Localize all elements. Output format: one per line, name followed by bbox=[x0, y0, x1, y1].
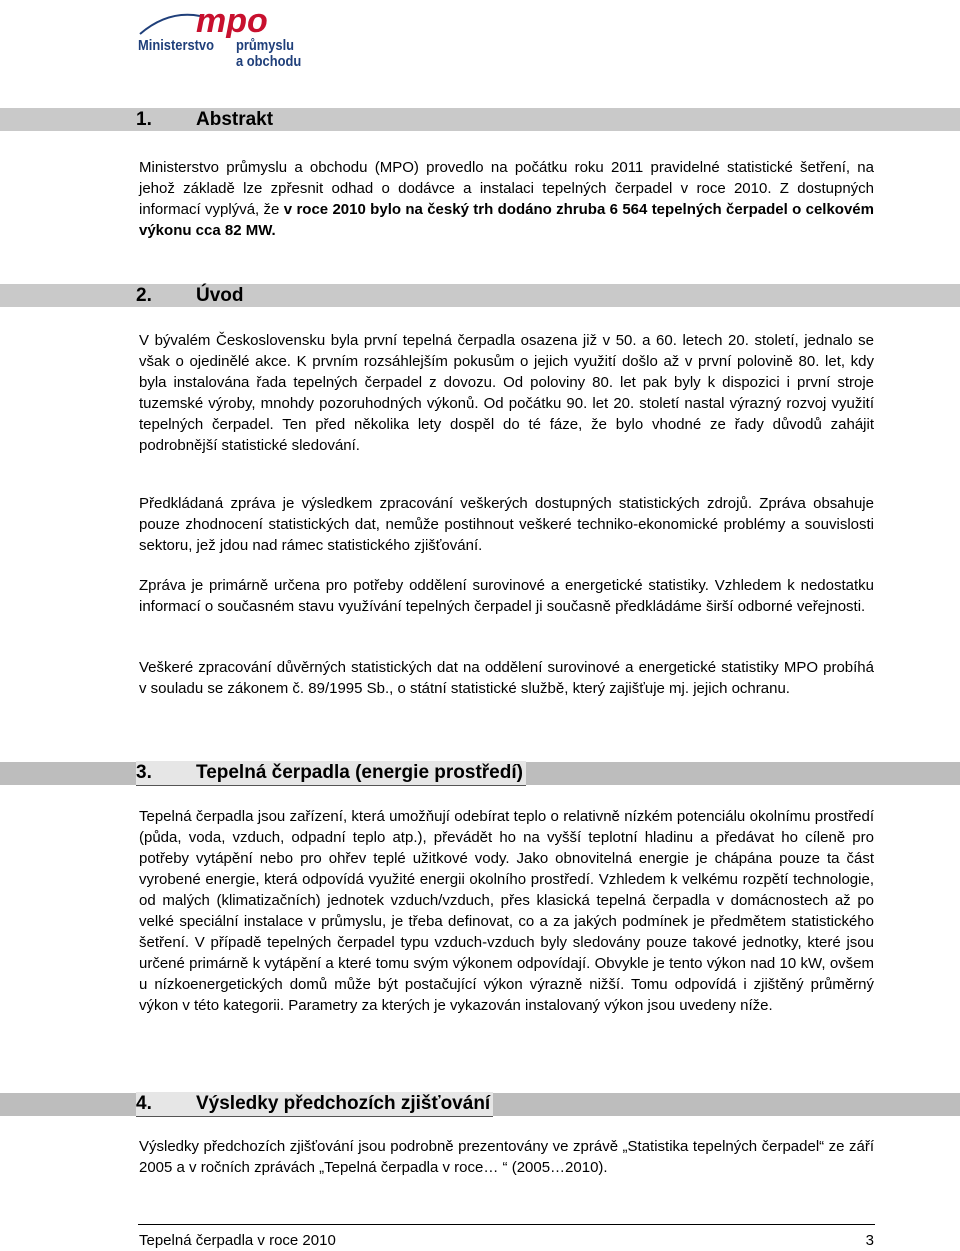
section-title: Úvod bbox=[196, 285, 244, 306]
abstract-highlight: v roce 2010 bylo na český trh dodáno zhruba 6 564 tepelných čerpadel o celkovém výkonu cca 82 MW. bbox=[139, 201, 874, 239]
footer-divider bbox=[138, 1224, 875, 1225]
section-3-heading bbox=[136, 761, 526, 786]
abstract-paragraph bbox=[139, 157, 874, 241]
mpo-logo-mark-icon bbox=[138, 2, 280, 38]
mpo-logo bbox=[138, 2, 303, 72]
intro-paragraph-4: Veškeré zpracování důvěrných statistických dat na oddělení surovinové a energetické statistiky MPO probíhá v souladu se zákonem č. 89/1995 Sb., o státní statistické službě, který zajišťuje mj. jejich ochranu. bbox=[139, 659, 874, 697]
section-4-heading bbox=[136, 1092, 493, 1117]
section-number: 2. bbox=[136, 285, 152, 306]
heat-pumps-paragraph: Tepelná čerpadla jsou zařízení, která umožňují odebírat teplo o relativně nízkém potenciálu okolnímu prostředí (půda, voda, vzduch, odpadní teplo atp.), převádět ho na vyšší teplotní hladinu a předávat ho cíleně pro potřeby vytápění nebo pro ohřev teplé užitkové vody. Jako obnovitelná energie je chápána pouze ta část vyrobené energie, která odpovídá využité energii okolního prostředí. Vzhledem k velkému rozpětí technologie, od malých (klimatizačních) jednotek vzduch/vzduch, přes klasická tepelná čerpadla v domácnostech až po velké speciální instalace v průmyslu, je třeba definovat, co a za jakých podmínek je předmětem statistického šetření. V případě tepelných čerpadel typu vzduch-vzduch byly sledovány pouze takové jednotky, které jsou určené primárně k vytápění a které tomu svým výkonem odpovídají. Obvykle je tento výkon nad 10 kW, ovšem u nízkoenergetických domů může být postačující výkon výrazně nižší. Tomu odpovídá i zjištěný průměrný výkon v této kategorii. Parametry za kterých je vykazován instalovaný výkon jsou uvedeny níže. bbox=[139, 808, 874, 1014]
section-title: Tepelná čerpadla (energie prostředí) bbox=[196, 762, 523, 783]
intro-paragraph-2: Předkládaná zpráva je výsledkem zpracování veškerých dostupných statistických zdrojů. Zpráva obsahuje pouze zhodnocení statistických dat, nemůže postihnout veškeré techniko-ekonomické problémy a souvislosti sektoru, jež jdou nad rámec statistického zjišťování. bbox=[139, 495, 874, 554]
abstract-text: Ministerstvo průmyslu a obchodu (MPO) provedlo na počátku roku 2011 pravidelné statistické šetření, na jehož základě lze zpřesnit odhad o dodávce a instalaci tepelných čerpadel v roce 2010. Z dostupných informací vyplývá, že bbox=[139, 159, 874, 218]
page-number: 3 bbox=[865, 1232, 874, 1249]
logo-line-ministerstvo: Ministerstvo bbox=[138, 37, 214, 54]
section-2-heading bbox=[136, 284, 247, 308]
section-1-heading bbox=[136, 108, 276, 132]
logo-line-prumyslu: průmyslu bbox=[236, 37, 295, 54]
section-title: Abstrakt bbox=[196, 109, 274, 130]
previous-results-paragraph: Výsledky předchozích zjišťování jsou podrobně prezentovány ve zprávě „Statistika tepelných čerpadel“ ze září 2005 a v ročních zprávách „Tepelná čerpadla v roce… “ (2005…2010). bbox=[139, 1138, 874, 1176]
section-number: 4. bbox=[136, 1093, 152, 1114]
section-number: 1. bbox=[136, 109, 152, 130]
svg-text:mpo: mpo bbox=[196, 2, 268, 38]
intro-paragraph-1: V bývalém Československu byla první tepelná čerpadla osazena již v 50. a 60. letech 20. století, jednalo se však o ojedinělé akce. K prvním rozsáhlejším pokusům o jejich využití došlo až v první polovině 80. let, kdy byla instalována řada tepelných čerpadel z dovozu. Od poloviny 80. let pak byly k dispozici i první stroje tuzemské výroby, mnohdy pozoruhodných výkonů. Od počátku 90. let 20. století nastal výrazný rozvoj využití tepelných čerpadel. Ten před několika lety dospěl do té fáze, že bylo vhodné ze řady důvodů zahájit podrobnější statistické sledování. bbox=[139, 332, 874, 454]
intro-paragraph-3: Zpráva je primárně určena pro potřeby oddělení surovinové a energetické statistiky. Vzhledem k nedostatku informací o současném stavu využívání tepelných čerpadel ji současně předkládáme širší odborné veřejnosti. bbox=[139, 577, 874, 615]
section-title: Výsledky předchozích zjišťování bbox=[196, 1093, 491, 1114]
logo-line-obchodu: a obchodu bbox=[236, 53, 302, 70]
section-number: 3. bbox=[136, 762, 152, 783]
footer-title: Tepelná čerpadla v roce 2010 bbox=[139, 1232, 336, 1249]
